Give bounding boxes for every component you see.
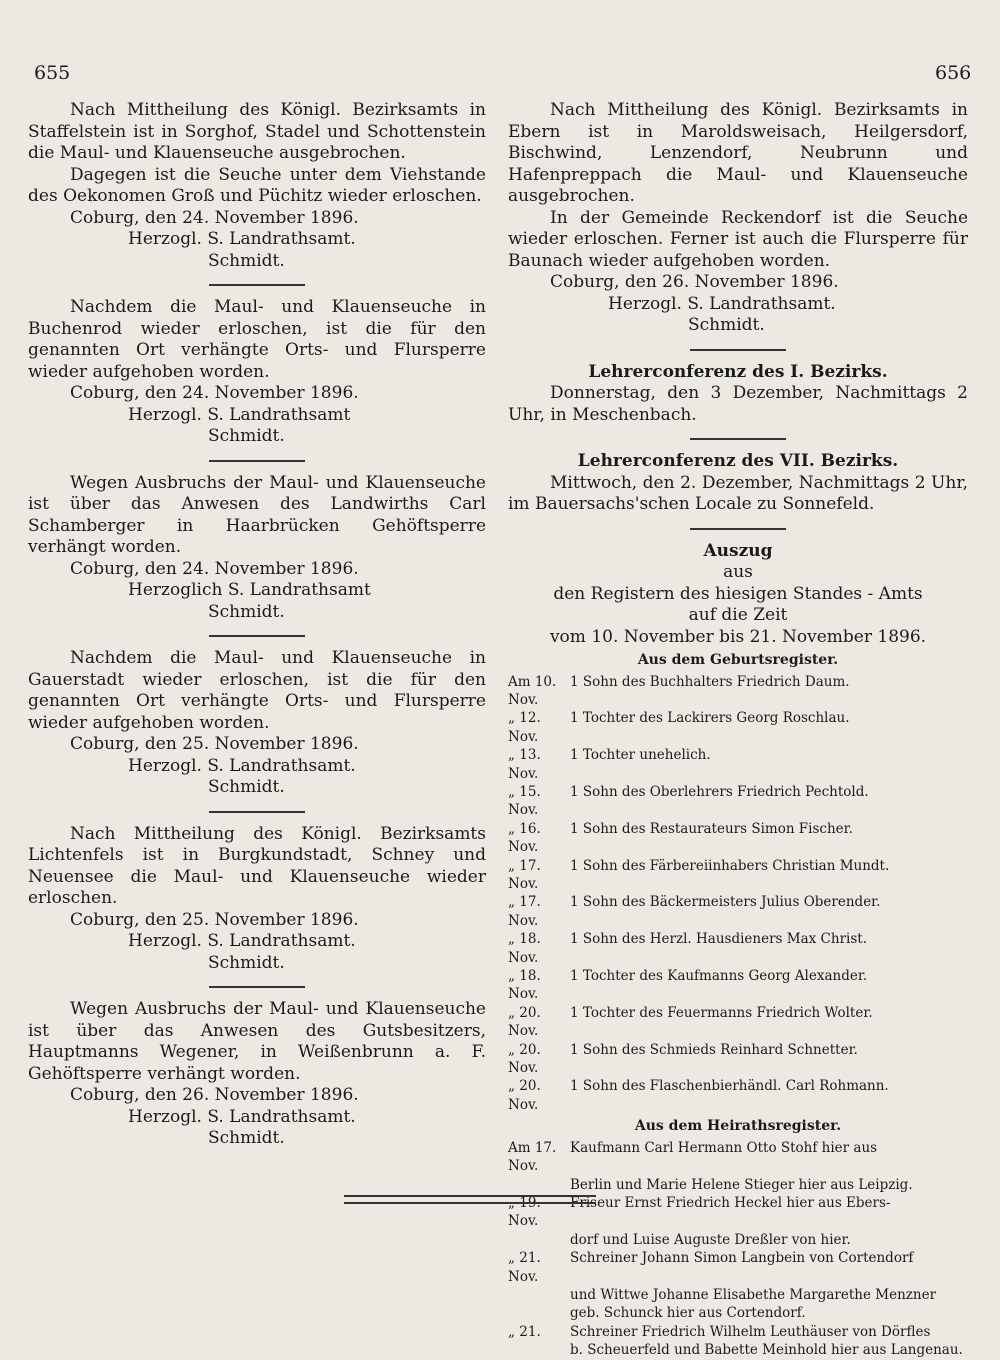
divider [209, 986, 305, 988]
conference-text: Donnerstag, den 3 Dezember, Nachmittags 2 Uhr, in Meschenbach. [508, 383, 968, 425]
entry-text: Friseur Ernst Friedrich Heckel hier aus Ebers- [570, 1194, 891, 1211]
conference-text: Mittwoch, den 2. Dezember, Nachmittags 2 Uhr, im Bauersachs'schen Locale zu Sonnefeld. [508, 472, 968, 514]
entry-text: 1 Sohn des Bäckermeisters Julius Oberender. [570, 894, 881, 911]
entry-text: 1 Tochter unehelich. [570, 747, 711, 764]
notice [28, 473, 486, 624]
list-item [508, 1249, 968, 1323]
entry-date: „ 20. Nov. [508, 1004, 541, 1040]
entry-text: 1 Sohn des Oberlehrers Friedrich Pechtold. [570, 783, 869, 800]
notice-office: Herzogl. S. Landrathsamt. [128, 755, 356, 776]
entry-text-continued: b. Scheuerfeld und Babette Meinhold hier aus Langenau. [570, 1342, 963, 1359]
entry-text: Schreiner Friedrich Wilhelm Leuthäuser von Dörfles [570, 1323, 931, 1340]
list-item [508, 709, 968, 746]
notice-office: Herzogl. S. Landrathsamt [128, 404, 351, 425]
notice-date: Coburg, den 26. November 1896. [550, 272, 839, 292]
notice-text: Wegen Ausbruchs der Maul- und Klauenseuche ist über das Anwesen des Gutsbesitzers, Hauptmanns Wegener, in Weißenbrunn a. F. Gehöftsperre verhängt worden. [28, 999, 486, 1084]
extract-line: den Registern des hiesigen Standes - Amts [553, 583, 923, 604]
divider [690, 349, 786, 351]
entry-date: „ 19. Nov. [508, 1194, 541, 1230]
entry-date: „ 16. Nov. [508, 820, 541, 856]
conference [508, 362, 968, 427]
notice [28, 999, 486, 1150]
extract-line: auf die Zeit [688, 605, 788, 625]
notice-signature: Schmidt. [208, 777, 285, 797]
list-item [508, 1323, 968, 1360]
notice-date: Coburg, den 24. November 1896. [70, 383, 359, 403]
notice-text: Nach Mittheilung des Königl. Bezirksamts in Staffelstein ist in Sorghof, Stadel und Schottenstein die Maul- und Klauenseuche ausgebrochen. [28, 100, 486, 163]
notice-signature: Schmidt. [688, 315, 765, 335]
marriages-list [508, 1139, 968, 1360]
entry-text-continued: Berlin und Marie Helene Stieger hier aus Leipzig. [570, 1176, 913, 1193]
entry-date: Am 17. Nov. [508, 1139, 557, 1175]
notice-signature: Schmidt. [208, 250, 285, 271]
entry-text-continued: dorf und Luise Auguste Dreßler von hier. [570, 1231, 851, 1248]
notice-signature: Schmidt. [208, 1128, 285, 1148]
notice-date: Coburg, den 25. November 1896. [70, 909, 359, 930]
notice-date: Coburg, den 25. November 1896. [70, 734, 359, 754]
right-column [508, 100, 968, 1360]
notice-office: Herzogl. S. Landrathsamt. [128, 229, 356, 249]
entry-text: 1 Sohn des Buchhalters Friedrich Daum. [570, 673, 850, 690]
entry-date: „ 12. Nov. [508, 710, 541, 745]
notice-text: In der Gemeinde Reckendorf ist die Seuche wieder erloschen. Ferner ist auch die Flursperre für Baunach wieder aufgehoben worden. [508, 207, 968, 271]
notice-text: Nach Mittheilung des Königl. Bezirksamts Lichtenfels ist in Burgkundstadt, Schney und Neuensee die Maul- und Klauenseuche wieder erloschen. [28, 823, 486, 908]
list-item [508, 967, 968, 1004]
entry-text: 1 Tochter des Lackirers Georg Roschlau. [570, 710, 850, 727]
page-number-right: 656 [935, 62, 972, 84]
list-item [508, 820, 968, 857]
entry-date: „ 18. Nov. [508, 931, 541, 966]
entry-text-continued: und Wittwe Johanne Elisabethe Margarethe Menzner geb. Schunck hier aus Cortendorf. [570, 1287, 937, 1322]
list-item [508, 783, 968, 820]
list-item [508, 1004, 968, 1041]
conference [508, 451, 968, 516]
entry-date: „ 21. [508, 1323, 541, 1340]
list-item [508, 1041, 968, 1078]
entry-date: „ 13. Nov. [508, 747, 541, 782]
extract-period: vom 10. November bis 21. November 1896. [549, 626, 927, 647]
notice [28, 100, 486, 272]
divider [690, 438, 786, 440]
list-item [508, 746, 968, 783]
list-item [508, 893, 968, 930]
notice-date: Coburg, den 26. November 1896. [70, 1085, 359, 1105]
list-item [508, 857, 968, 894]
births-heading: Aus dem Geburtsregister. [637, 652, 839, 668]
notice-office: Herzogl. S. Landrathsamt. [128, 931, 356, 951]
notice-signature: Schmidt. [208, 952, 285, 973]
births-list [508, 673, 968, 1115]
divider [690, 528, 786, 530]
extract-title: Auszug [703, 540, 773, 561]
entry-text: 1 Sohn des Färbereiinhabers Christian Mundt. [570, 857, 890, 874]
notice [508, 100, 968, 337]
notice-text: Nachdem die Maul- und Klauenseuche in Gauerstadt wieder erloschen, ist die für den genannten Ort verhängte Orts- und Flursperre wieder aufgehoben worden. [28, 648, 486, 733]
left-column [28, 100, 486, 1150]
entry-date: „ 17. Nov. [508, 857, 541, 892]
entry-date: „ 18. Nov. [508, 968, 541, 1003]
entry-date: „ 15. Nov. [508, 783, 541, 819]
entry-text: Schreiner Johann Simon Langbein von Cortendorf [570, 1250, 914, 1267]
notice [28, 297, 486, 448]
notice-office: Herzogl. S. Landrathsamt. [128, 1106, 356, 1127]
entry-text: 1 Tochter des Feuermanns Friedrich Wolter. [570, 1004, 873, 1021]
notice-date: Coburg, den 24. November 1896. [70, 207, 359, 228]
bottom-double-rule [344, 1195, 596, 1204]
entry-date: Am 10. Nov. [508, 673, 557, 708]
notice-text: Nachdem die Maul- und Klauenseuche in Buchenrod wieder erloschen, ist die für den genannten Ort verhängte Orts- und Flursperre wieder aufgehoben worden. [28, 297, 486, 382]
divider [209, 460, 305, 462]
list-item [508, 1077, 968, 1114]
notice-office: Herzoglich S. Landrathsamt [128, 580, 371, 600]
notice [28, 648, 486, 799]
notice-text: Wegen Ausbruchs der Maul- und Klauenseuche ist über das Anwesen des Landwirths Carl Schamberger in Haarbrücken Gehöftsperre verhängt worden. [28, 472, 486, 557]
notice [28, 824, 486, 975]
entry-text: 1 Sohn des Schmieds Reinhard Schnetter. [570, 1041, 858, 1058]
list-item [508, 673, 968, 710]
entry-text: 1 Sohn des Herzl. Hausdieners Max Christ. [570, 931, 867, 948]
conference-title: Lehrerconferenz des VII. Bezirks. [577, 451, 899, 471]
divider [209, 284, 305, 286]
divider [209, 635, 305, 637]
entry-text: 1 Tochter des Kaufmanns Georg Alexander. [570, 968, 868, 984]
page-number-left: 655 [34, 62, 71, 84]
notice-text: Dagegen ist die Seuche unter dem Viehstande des Oekonomen Groß und Püchitz wieder erloschen. [28, 164, 486, 206]
notice-text: Nach Mittheilung des Königl. Bezirksamts in Ebern ist in Maroldsweisach, Heilgersdorf, Bischwind, Lenzendorf, Neubrunn und Hafenpreppach die Maul- und Klauenseuche ausgebrochen. [508, 100, 968, 206]
entry-text: 1 Sohn des Flaschenbierhändl. Carl Rohmann. [570, 1078, 889, 1095]
register-extract [508, 541, 968, 1360]
notice-signature: Schmidt. [208, 601, 285, 622]
entry-text: 1 Sohn des Restaurateurs Simon Fischer. [570, 820, 853, 837]
list-item [508, 930, 968, 967]
entry-date: „ 20. Nov. [508, 1078, 541, 1113]
entry-date: „ 20. Nov. [508, 1041, 541, 1077]
entry-date: „ 17. Nov. [508, 894, 541, 929]
divider [209, 811, 305, 813]
notice-date: Coburg, den 24. November 1896. [70, 558, 359, 579]
marriages-heading: Aus dem Heirathsregister. [634, 1118, 842, 1135]
entry-text: Kaufmann Carl Hermann Otto Stohf hier aus [570, 1139, 878, 1156]
entry-date: „ 21. Nov. [508, 1250, 541, 1285]
extract-line: aus [723, 562, 753, 582]
conference-title: Lehrerconferenz des I. Bezirks. [588, 361, 888, 382]
notice-office: Herzogl. S. Landrathsamt. [608, 293, 836, 314]
list-item [508, 1139, 968, 1194]
notice-signature: Schmidt. [208, 426, 285, 446]
